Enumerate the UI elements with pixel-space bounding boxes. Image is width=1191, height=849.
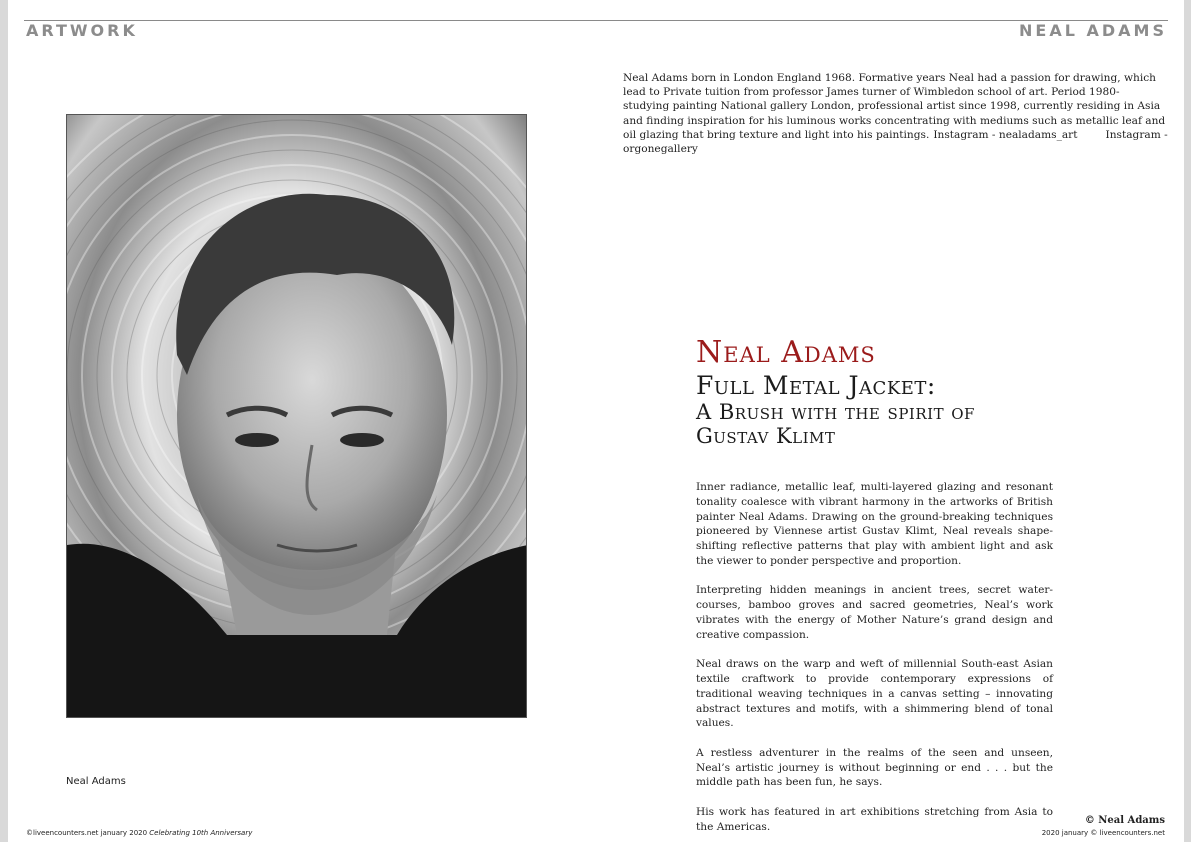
footer-left	[26, 829, 252, 837]
footer-left-text: ©liveencounters.net january 2020	[26, 829, 150, 837]
title-line-1: Full Metal Jacket:	[696, 371, 936, 400]
photo-caption: Neal Adams	[66, 776, 126, 787]
title-line-3: Gustav Klimt	[696, 424, 836, 448]
title-line-2: A Brush with the spirit of	[696, 400, 975, 424]
footer-anniversary: Celebrating 10th Anniversary	[149, 829, 253, 837]
artist-bio	[623, 71, 1168, 156]
bio-text: Neal Adams born in London England 1968. Formative years Neal had a passion for drawing, which lead to Private tuition from professor James turner of Wimbledon school of art. Period 1980- studying painting National gallery London, professional artist since 1998, currently residing in Asia and finding inspiration for his luminous works concentrating with mediums such as metallic leaf and oil glazing that bring texture and light into his paintings.	[623, 72, 1166, 141]
article-paragraph: Interpreting hidden meanings in ancient trees, secret water-courses, bamboo groves and sacred geometries, Neal’s work vibrates with the energy of Mother Nature’s grand design and creative compassion.	[696, 584, 1053, 641]
copyright-credit: © Neal Adams	[1084, 815, 1165, 826]
section-label: ARTWORK	[26, 21, 138, 40]
article-paragraph: His work has featured in art exhibitions stretching from Asia to the Americas.	[696, 805, 1053, 833]
header-rule	[24, 20, 1168, 21]
article-paragraph: Neal draws on the warp and weft of millennial South-east Asian textile craftwork to provide contemporary expressions of traditional weaving techniques in a canvas setting – innovating abstract textures and motifs, with a shimmering blend of tonal values.	[696, 658, 1053, 730]
artist-portrait	[66, 114, 527, 718]
article-paragraph: A restless adventurer in the realms of the seen and unseen, Neal’s artistic journey is without beginning or end . . . but the middle path has been fun, he says.	[696, 746, 1053, 789]
instagram-link-2[interactable]: Instagram - orgonegallery	[623, 128, 1168, 156]
title-subtitle	[696, 400, 975, 448]
instagram-link-1[interactable]: Instagram - nealadams_art	[933, 128, 1078, 141]
footer-right: 2020 january © liveencounters.net	[1041, 829, 1165, 837]
article-paragraph: Inner radiance, metallic leaf, multi-layered glazing and resonant tonality coalesce with vibrant harmony in the artworks of British painter Neal Adams. Drawing on the ground-breaking techniques pioneered by Viennese artist Gustav Klimt, Neal reveals shape-shifting reflective patterns that play with ambient light and ask the viewer to ponder perspective and proportion.	[696, 481, 1053, 567]
title-artist-name: Neal Adams	[696, 335, 876, 370]
artist-header: NEAL ADAMS	[1019, 21, 1167, 40]
article-body	[696, 480, 1053, 849]
page-edge-right	[1184, 0, 1191, 842]
page-edge-left	[0, 0, 8, 842]
